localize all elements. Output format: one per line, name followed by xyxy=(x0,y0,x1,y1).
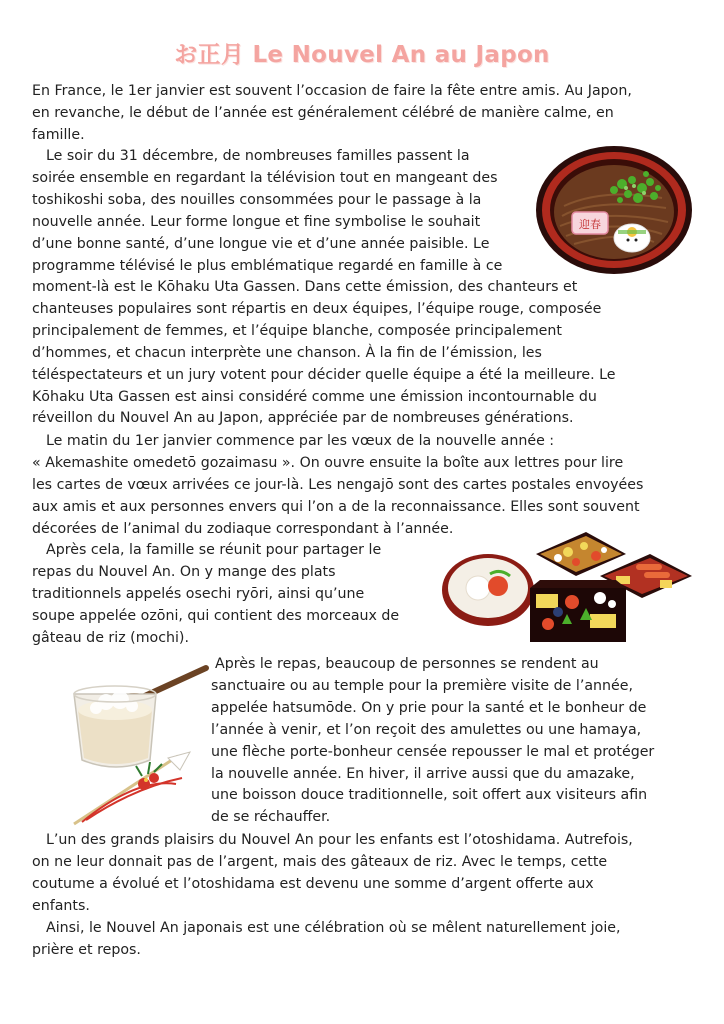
amazake-cup-icon xyxy=(56,660,212,828)
text-line: réveillon du Nouvel An au Japon, appréciée par de nombreuses générations. xyxy=(32,410,574,427)
paragraph-hatsumode xyxy=(211,654,654,829)
text-line: enfants. xyxy=(32,897,90,914)
text-line: d’une bonne santé, d’une longue vie et d’une année paisible. Le xyxy=(32,235,490,252)
osechi-box-icon xyxy=(440,524,696,652)
text-line: prière et repos. xyxy=(32,941,141,958)
text-line: on ne leur donnait pas de l’argent, mais des gâteaux de riz. Avec le temps, cette xyxy=(32,853,608,870)
text-line: téléspectateurs et un jury votent pour décider quelle équipe a été la meilleure. Le xyxy=(32,366,616,383)
text-line: gâteau de riz (mochi). xyxy=(32,629,189,646)
paragraph-intro xyxy=(32,81,632,147)
text-line: décorées de l’animal du zodiaque correspondant à l’année. xyxy=(32,520,454,537)
page-title: お正月 Le Nouvel An au Japon xyxy=(174,42,550,68)
text-line: une boisson douce traditionnelle, soit offert aux visiteurs afin xyxy=(211,787,648,804)
paragraph-kohaku xyxy=(32,277,616,430)
text-line: Le soir du 31 décembre, de nombreuses familles passent la xyxy=(46,148,470,164)
text-line: toshikoshi soba, des nouilles consommées pour le passage à la xyxy=(32,191,482,208)
text-line: repas du Nouvel An. On y mange des plats xyxy=(32,563,336,580)
text-line: en revanche, le début de l’année est généralement célébré de manière calme, en xyxy=(32,104,614,121)
text-line: la nouvelle année. En hiver, il arrive aussi que du amazake, xyxy=(211,765,635,782)
text-line: nouvelle année. Leur forme longue et fine symbolise le souhait xyxy=(32,213,481,230)
text-line: appelée hatsumōde. On y prie pour la santé et le bonheur de xyxy=(211,699,647,716)
text-line: « Akemashite omedetō gozaimasu ». On ouvre ensuite la boîte aux lettres pour lire xyxy=(32,454,624,471)
text-line: principalement de femmes, et l’équipe blanche, composée principalement xyxy=(32,322,562,339)
text-line: programme télévisé le plus emblématique regardé en famille à ce xyxy=(32,257,503,274)
paragraph-new-year-meal xyxy=(32,540,399,650)
text-line: aux amis et aux personnes envers qui l’on a de la reconnaissance. Elles sont souvent xyxy=(32,498,640,515)
paragraph-new-years-eve xyxy=(32,146,502,277)
text-line: de se réchauffer. xyxy=(211,809,331,826)
text-line: Le matin du 1er janvier commence par les vœux de la nouvelle année : xyxy=(46,433,555,449)
text-line: les cartes de vœux arrivées ce jour-là. Les nengajō sont des cartes postales envoyées xyxy=(32,476,644,493)
text-line: Après cela, la famille se réunit pour partager le xyxy=(46,542,382,558)
text-line: Ainsi, le Nouvel An japonais est une célébration où se mêlent naturellement joie, xyxy=(46,920,621,936)
text-line: famille. xyxy=(32,126,85,143)
paragraph-conclusion xyxy=(32,918,621,962)
text-line: moment-là est le Kōhaku Uta Gassen. Dans cette émission, des chanteurs et xyxy=(32,279,578,295)
text-line: Kōhaku Uta Gassen est ainsi considéré comme une émission incontournable du xyxy=(32,388,597,405)
text-line: sanctuaire ou au temple pour la première visite de l’année, xyxy=(211,677,633,694)
paragraph-otoshidama xyxy=(32,830,633,918)
text-line: traditionnels appelés osechi ryōri, ainsi qu’une xyxy=(32,585,365,602)
text-line: Après le repas, beaucoup de personnes se rendent au xyxy=(215,656,599,672)
text-line: l’année à venir, et l’on reçoit des amulettes ou une hamaya, xyxy=(211,721,642,738)
text-line: En France, le 1er janvier est souvent l’occasion de faire la fête entre amis. Au Japon, xyxy=(32,83,632,99)
text-line: une flèche porte-bonheur censée repousser le mal et protéger xyxy=(211,743,655,760)
soba-bowl-icon xyxy=(534,138,694,276)
text-line: soupe appelée ozōni, qui contient des morceaux de xyxy=(32,607,400,624)
text-line: coutume a évolué et l’otoshidama est devenu une somme d’argent offerte aux xyxy=(32,875,594,892)
text-line: chanteuses populaires sont répartis en deux équipes, l’équipe rouge, composée xyxy=(32,300,602,317)
text-line: soirée ensemble en regardant la télévision tout en mangeant des xyxy=(32,169,498,186)
soba-label: 迎春 xyxy=(579,218,601,231)
text-line: L’un des grands plaisirs du Nouvel An pour les enfants est l’otoshidama. Autrefois, xyxy=(46,832,633,848)
text-line: d’hommes, et chacun interprète une chanson. À la fin de l’émission, les xyxy=(32,344,542,361)
